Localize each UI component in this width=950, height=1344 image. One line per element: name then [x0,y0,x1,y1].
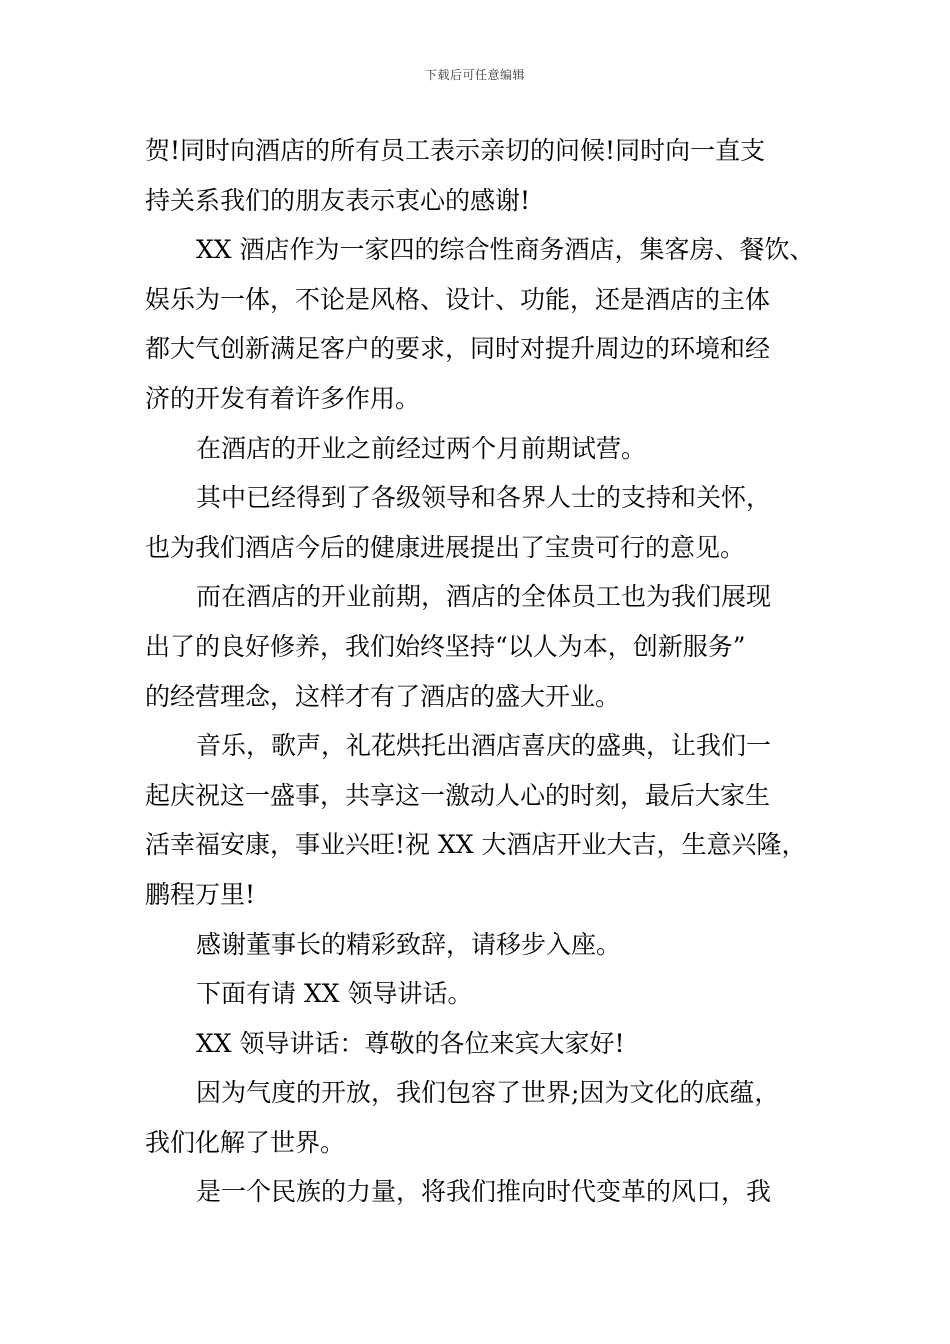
text-line: 起庆祝这一盛事，共享这一激动人心的时刻，最后大家生 [145,780,771,810]
text-line: 娱乐为一体，不论是风格、设计、功能，还是酒店的主体 [145,284,771,314]
text-line: 下面有请 XX 领导讲话。 [196,979,473,1009]
text-line: 是一个民族的力量，将我们推向时代变革的风口，我 [196,1177,772,1207]
text-line: 鹏程万里! [145,879,256,909]
text-line: XX 酒店作为一家四的综合性商务酒店，集客房、餐饮、 [196,235,815,265]
text-line: 出了的良好修养，我们始终坚持“以人为本，创新服务” [145,631,746,661]
text-line: 因为气度的开放，我们包容了世界;因为文化的底蕴， [196,1078,780,1108]
text-line: 济的开发有着许多作用。 [145,383,421,413]
text-line: 其中已经得到了各级领导和各界人士的支持和关怀， [196,483,772,513]
text-line: 都大气创新满足客户的要求，同时对提升周边的环境和经 [145,334,771,364]
text-line: 我们化解了世界。 [145,1127,346,1157]
text-line: 感谢董事长的精彩致辞，请移步入座。 [196,929,622,959]
document-body [145,126,835,1217]
text-line: 持关系我们的朋友表示衷心的感谢! [145,185,531,215]
text-line: 也为我们酒店今后的健康进展提出了宝贵可行的意见。 [145,532,746,562]
text-line: XX 领导讲话：尊敬的各位来宾大家好! [196,1028,625,1058]
text-line: 的经营理念，这样才有了酒店的盛大开业。 [145,681,621,711]
text-line: 活幸福安康，事业兴旺!祝 XX 大酒店开业大吉，生意兴隆， [145,830,807,860]
text-line: 贺!同时向酒店的所有员工表示亲切的问候!同时向一直支 [145,136,766,165]
text-line: 而在酒店的开业前期，酒店的全体员工也为我们展现 [196,582,772,612]
page-header: 下载后可任意编辑 [424,68,525,82]
text-line: 在酒店的开业之前经过两个月前期试营。 [196,433,647,463]
text-line: 音乐，歌声，礼花烘托出酒店喜庆的盛典，让我们一 [196,731,772,761]
